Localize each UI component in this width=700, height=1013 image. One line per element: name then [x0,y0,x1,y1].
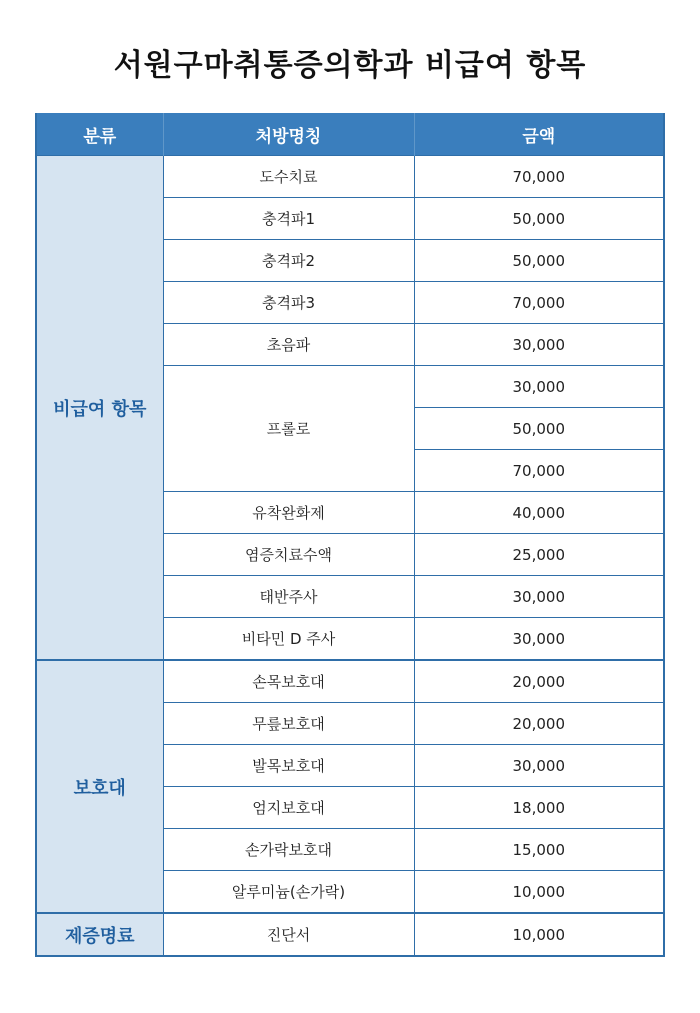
prescription-name-cell: 도수치료 [163,156,414,198]
table-row [36,913,664,956]
table-header [36,113,664,156]
amount-cell: 50,000 [414,198,664,240]
prescription-name-cell: 발목보호대 [163,745,414,787]
table-body [36,156,664,957]
amount-cell: 10,000 [414,913,664,956]
prescription-name-cell: 무릎보호대 [163,703,414,745]
amount-cell: 50,000 [414,240,664,282]
prescription-name-cell: 초음파 [163,324,414,366]
category-cell: 보호대 [36,660,163,913]
prescription-name-cell: 비타민 D 주사 [163,618,414,661]
amount-cell: 70,000 [414,156,664,198]
prescription-name-cell: 태반주사 [163,576,414,618]
amount-cell: 70,000 [414,282,664,324]
table-row [36,660,664,703]
amount-cell: 15,000 [414,829,664,871]
prescription-name-cell: 진단서 [163,913,414,956]
amount-cell: 50,000 [414,408,664,450]
prescription-name-cell: 손목보호대 [163,660,414,703]
amount-cell: 10,000 [414,871,664,914]
table-row [36,156,664,198]
amount-cell: 30,000 [414,576,664,618]
amount-cell: 30,000 [414,324,664,366]
header-row [36,113,664,156]
page-title: 서원구마취통증의학과 비급여 항목 [113,48,587,83]
amount-cell: 25,000 [414,534,664,576]
prescription-name-cell: 유착완화제 [163,492,414,534]
header-category: 분류 [36,113,163,156]
amount-cell: 30,000 [414,745,664,787]
header-amount: 금액 [414,113,664,156]
amount-cell: 40,000 [414,492,664,534]
category-cell: 제증명료 [36,913,163,956]
amount-cell: 30,000 [414,366,664,408]
prescription-name-cell: 손가락보호대 [163,829,414,871]
prescription-name-cell: 충격파3 [163,282,414,324]
category-cell: 비급여 항목 [36,156,163,661]
amount-cell: 20,000 [414,703,664,745]
amount-cell: 18,000 [414,787,664,829]
fee-table [35,113,665,957]
prescription-name-cell: 충격파1 [163,198,414,240]
prescription-name-cell: 엄지보호대 [163,787,414,829]
prescription-name-cell: 충격파2 [163,240,414,282]
prescription-name-cell: 염증치료수액 [163,534,414,576]
prescription-name-cell: 프롤로 [163,366,414,492]
header-prescription-name: 처방명칭 [163,113,414,156]
amount-cell: 70,000 [414,450,664,492]
amount-cell: 30,000 [414,618,664,661]
amount-cell: 20,000 [414,660,664,703]
prescription-name-cell: 알루미늄(손가락) [163,871,414,914]
